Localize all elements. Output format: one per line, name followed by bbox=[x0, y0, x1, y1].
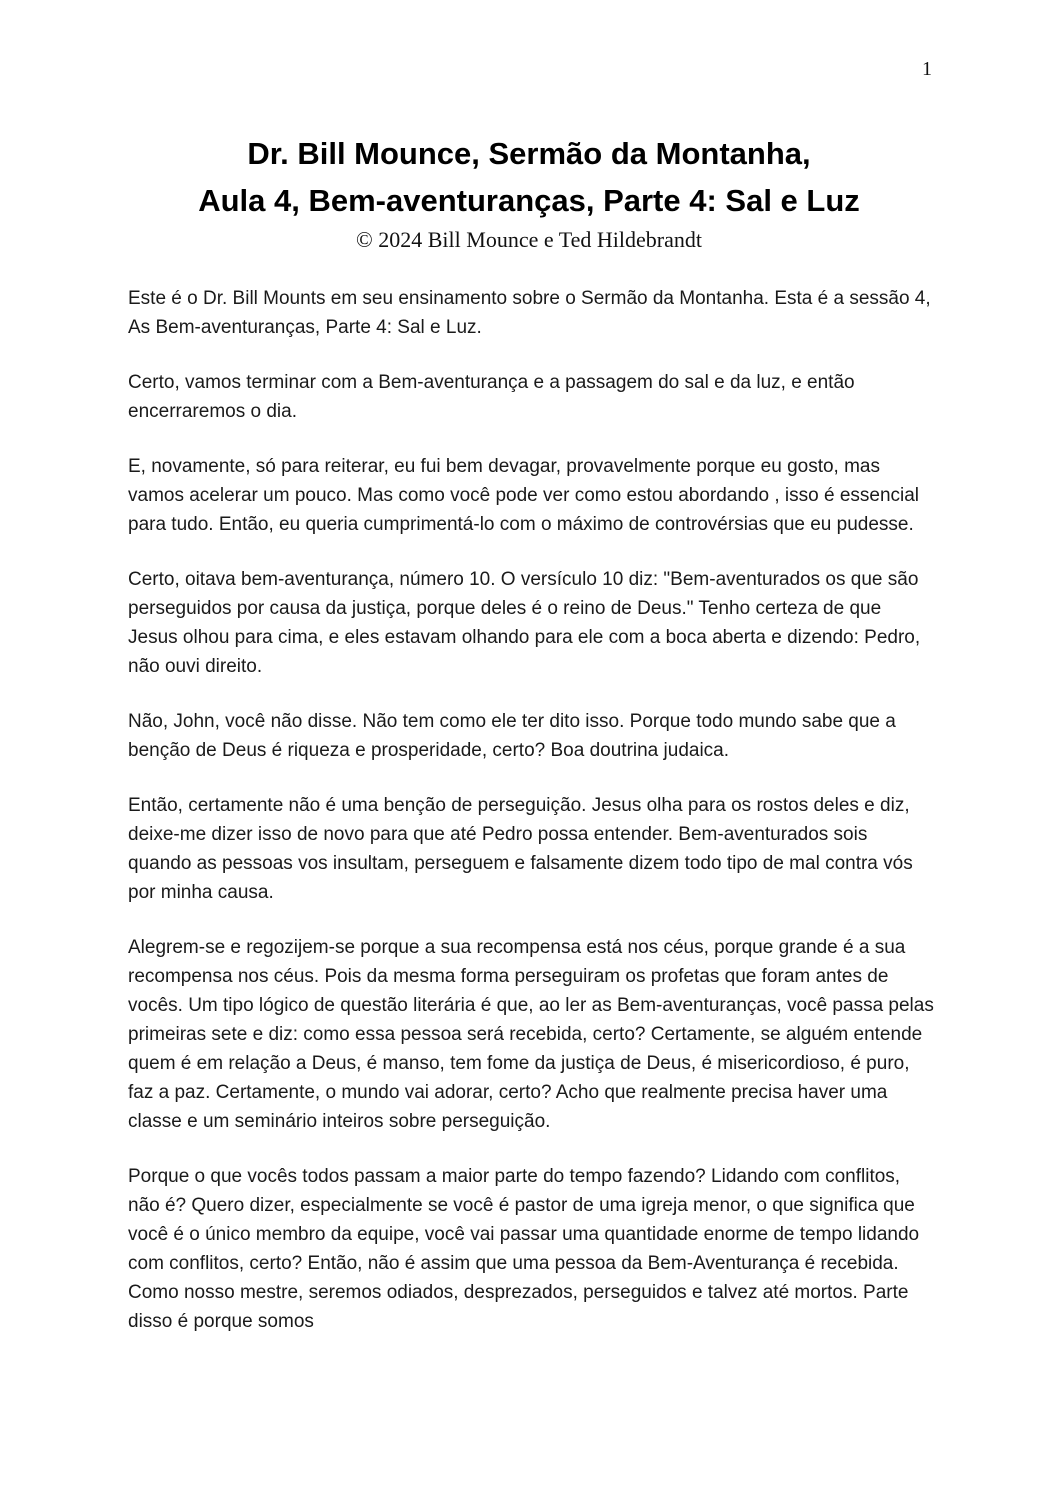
paragraph-8: Porque o que vocês todos passam a maior parte do tempo fazendo? Lidando com conflitos, não é? Quero dizer, especialmente se você é pastor de uma igreja menor, o que significa que você é o único membro da equipe, você vai passar uma quantidade enorme de tempo lidando com conflitos, certo? Então, não é assim que uma pessoa da Bem-Aventurança é recebida. Como nosso mestre, seremos odiados, desprezados, perseguidos e talvez até mortos. Parte disso é porque somos bbox=[128, 1166, 920, 1332]
paragraph-3: E, novamente, só para reiterar, eu fui bem devagar, provavelmente porque eu gosto, mas vamos acelerar um pouco. Mas como você pode ver como estou abordando , isso é essencial para tudo. Então, eu queria cumprimentá-lo com o máximo de controvérsias que eu pudesse. bbox=[128, 456, 920, 535]
title-line-1: Dr. Bill Mounce, Sermão da Montanha, bbox=[247, 136, 811, 171]
paragraph-7: Alegrem-se e regozijem-se porque a sua recompensa está nos céus, porque grande é a sua recompensa nos céus. Pois da mesma forma perseguiram os profetas que foram antes de vocês. Um tipo lógico de questão literária é que, ao ler as Bem-aventuranças, você passa pelas primeiras sete e diz: como essa pessoa será recebida, certo? Certamente, se alguém entende quem é em relação a Deus, é manso, tem fome da justiça de Deus, é misericordioso, é puro, faz a paz. Certamente, o mundo vai adorar, certo? Acho que realmente precisa haver uma classe e um seminário inteiros sobre perseguição. bbox=[128, 937, 934, 1132]
copyright-line: © 2024 Bill Mounce e Ted Hildebrandt bbox=[356, 227, 702, 252]
paragraph-1: Este é o Dr. Bill Mounts em seu ensinamento sobre o Sermão da Montanha. Esta é a sessão 4, As Bem-aventuranças, Parte 4: Sal e Luz. bbox=[128, 288, 931, 338]
paragraph-4: Certo, oitava bem-aventurança, número 10. O versículo 10 diz: "Bem-aventurados os que são perseguidos por causa da justiça, porque deles é o reino de Deus." Tenho certeza de que Jesus olhou para cima, e eles estavam olhando para ele com a boca aberta e dizendo: Pedro, não ouvi direito. bbox=[128, 569, 921, 677]
title-line-2: Aula 4, Bem-aventuranças, Parte 4: Sal e Luz bbox=[198, 183, 860, 218]
paragraph-6: Então, certamente não é uma benção de perseguição. Jesus olha para os rostos deles e diz, deixe-me dizer isso de novo para que até Pedro possa entender. Bem-aventurados sois quando as pessoas vos insultam, perseguem e falsamente dizem todo tipo de mal contra vós por minha causa. bbox=[128, 795, 913, 903]
paragraph-2: Certo, vamos terminar com a Bem-aventurança e a passagem do sal e da luz, e então encerraremos o dia. bbox=[128, 372, 855, 422]
paragraph-5: Não, John, você não disse. Não tem como ele ter dito isso. Porque todo mundo sabe que a benção de Deus é riqueza e prosperidade, certo? Boa doutrina judaica. bbox=[128, 711, 896, 761]
document-title bbox=[60, 130, 998, 224]
page-number: 1 bbox=[922, 58, 932, 80]
document-body bbox=[128, 284, 935, 1336]
